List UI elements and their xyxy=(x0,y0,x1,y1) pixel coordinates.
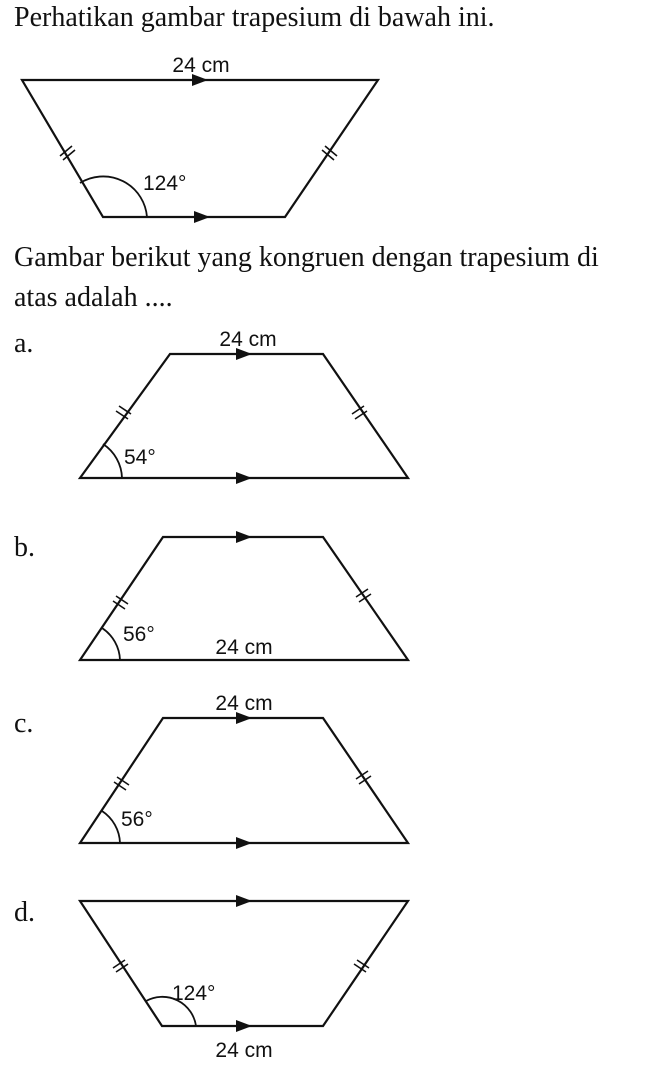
option-c-trapezoid xyxy=(80,692,408,849)
angle-label: 54° xyxy=(124,446,156,469)
equal-tick-right xyxy=(359,776,371,784)
equal-tick-right xyxy=(356,589,368,597)
option-d-trapezoid xyxy=(80,895,408,1062)
angle-label: 56° xyxy=(123,623,155,646)
angle-label: 124° xyxy=(172,982,216,1005)
option-b-trapezoid xyxy=(80,531,408,660)
reference-trapezoid xyxy=(22,54,378,223)
option-b-letter[interactable]: b. xyxy=(14,532,35,563)
option-a-letter[interactable]: a. xyxy=(14,328,34,359)
side-label: 24 cm xyxy=(215,636,273,659)
angle-label: 124° xyxy=(143,172,187,195)
parallel-arrow-bottom xyxy=(236,472,252,484)
equal-tick-right xyxy=(356,771,368,779)
trapezoid-outline xyxy=(80,901,408,1026)
angle-arc xyxy=(103,444,122,478)
angle-label: 56° xyxy=(121,808,153,831)
side-label: 24 cm xyxy=(219,328,277,351)
trapezoid-outline xyxy=(22,80,378,217)
parallel-arrow-top xyxy=(236,531,252,543)
side-label: 24 cm xyxy=(215,692,273,715)
side-label: 24 cm xyxy=(215,1039,273,1062)
equal-tick-right xyxy=(359,594,371,602)
side-label: 24 cm xyxy=(172,54,230,77)
question-prompt: Gambar berikut yang kongruen dengan trapesium di atas adalah .... xyxy=(14,242,599,313)
parallel-arrow-top xyxy=(236,895,252,907)
angle-arc xyxy=(102,628,120,660)
parallel-arrow-bottom xyxy=(236,837,252,849)
option-d-letter[interactable]: d. xyxy=(14,897,35,928)
parallel-arrow-bottom xyxy=(236,1020,252,1032)
parallel-arrow-bottom xyxy=(194,211,210,223)
angle-arc xyxy=(102,811,120,843)
option-a-trapezoid xyxy=(80,328,408,484)
question-intro: Perhatikan gambar trapesium di bawah ini. xyxy=(14,2,495,33)
option-c-letter[interactable]: c. xyxy=(14,708,34,739)
